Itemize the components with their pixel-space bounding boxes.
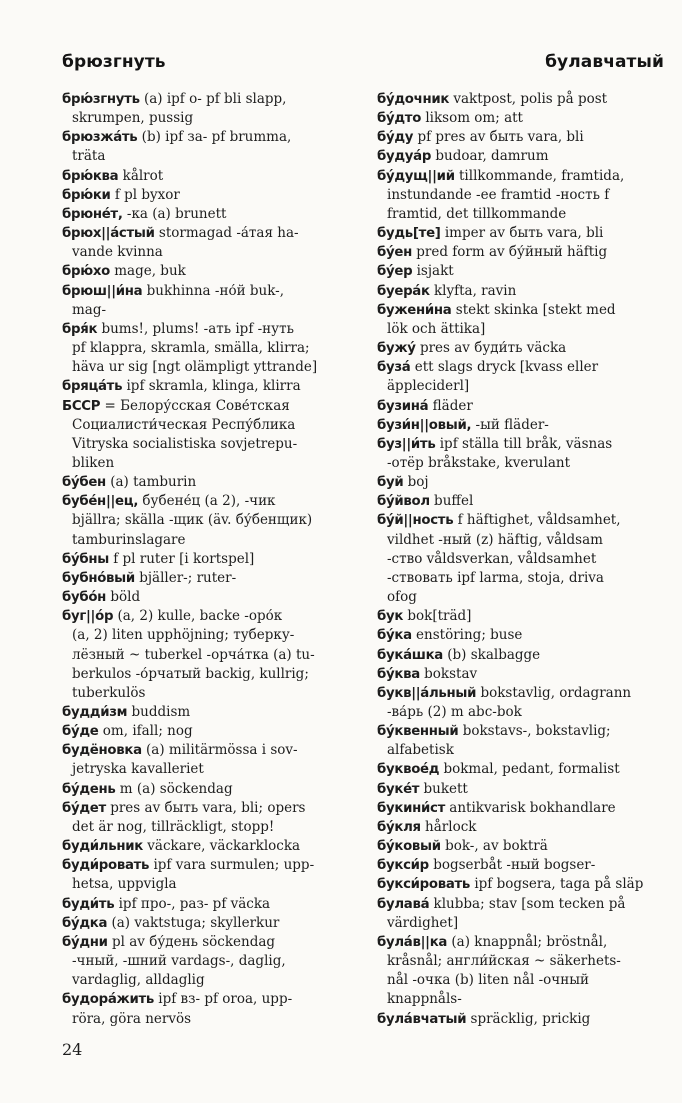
dictionary-entry [62,933,347,990]
dictionary-entry [62,569,347,588]
headword: буз||и́ть [377,436,436,452]
running-header [62,52,664,74]
headword: бужени́на [377,302,452,318]
dictionary-entry [377,282,664,301]
dictionary-entry [377,607,664,626]
entry-continuation: -ство våldsverkan, våldsamhet [387,550,597,567]
entry-line: бу́ка enstöring; buse [377,627,523,644]
headword: буг||о́р [62,609,114,625]
headword: була́в||ка [377,934,448,950]
entry-continuation: mag- [72,301,107,318]
entry-line: була́в||ка (a) knappnål; bröstnål, [377,933,608,950]
entry-continuation: äppleciderl] [387,378,470,395]
dictionary-entry [377,684,664,722]
dictionary-entry [62,128,347,166]
dictionary-entry [62,741,347,779]
entry-line: бу́дущ||ий tillkommande, framtida, [377,167,625,184]
dictionary-entry [377,818,664,837]
headword: бубно́вый [62,570,135,586]
entry-line: букв||а́льный bokstavlig, ordagrann [377,684,632,701]
dictionary-entry [62,550,347,569]
entry-continuation: bliken [72,454,115,471]
entry-line: бу́кля hårlock [377,818,477,835]
entry-line: бу́дет pres av быть vara, bli; opers [62,799,306,816]
headword: будуа́р [377,149,432,165]
entry-continuation: ofog [387,589,417,606]
headword: бу́ка [377,628,412,644]
dictionary-entry [62,895,347,914]
entry-line: брюх||а́стый stormagad -а́тая ha- [62,225,299,242]
headword: бряца́ть [62,379,123,395]
entry-line: бузина́ fläder [377,397,473,414]
entry-continuation: -чный, -шний vardags-, daglig, [72,953,286,970]
right-column [377,90,664,1029]
entry-continuation: (a, 2) liten upphöjning; туберку- [72,627,295,644]
entry-continuation: Социалисти́ческая Респу́блика [72,416,296,433]
guide-word-left: брюзгнуть [62,52,166,72]
entry-line: бу́ен pred form av бу́йный häftig [377,244,608,261]
headword: брюш||и́на [62,283,143,299]
dictionary-entry [377,397,664,416]
guide-word-right: булавчатый [545,52,664,72]
entry-continuation: instundande -ее framtid -ность f [387,186,610,203]
entry-line: буквое́д bokmal, pedant, formalist [377,761,620,778]
headword: буди́ровать [62,858,150,874]
dictionary-entry [377,301,664,339]
entry-continuation: vardaglig, alldaglig [72,972,205,989]
dictionary-entry [377,492,664,511]
headword: буера́к [377,283,430,299]
dictionary-entry [377,875,664,894]
dictionary-entry [62,320,347,377]
entry-line: будуа́р budoar, damrum [377,148,549,165]
entry-line: бу́дни pl av бу́день söckendag [62,933,276,950]
entry-line: брю́хо mage, buk [62,263,186,280]
headword: бу́дни [62,934,108,950]
entry-continuation: häva ur sig [ngt olämpligt yttrande] [72,359,318,376]
headword: брюне́т, [62,206,123,222]
dictionary-entry [377,262,664,281]
headword: булава́ [377,896,430,912]
entry-continuation: knappnåls- [387,991,462,1008]
entry-line: брю́ква kålrot [62,167,164,184]
headword: бу́бны [62,551,109,567]
entry-line: бу́йвол buffel [377,493,474,510]
headword: букини́ст [377,800,445,816]
entry-continuation: tamburinslagare [72,531,186,548]
dictionary-entry [62,914,347,933]
dictionary-entry [62,167,347,186]
headword: буквое́д [377,762,440,778]
headword: бу́дка [62,915,108,931]
dictionary-entry [62,262,347,281]
dictionary-entry [62,837,347,856]
entry-line: буз||и́ть ipf ställa till bråk, väsnas [377,435,613,452]
headword: буди́ть [62,896,115,912]
entry-line: букси́ровать ipf bogsera, taga på släp [377,876,644,893]
entry-line: БССР = Белору́сская Сове́тская [62,397,290,414]
dictionary-entry [377,358,664,396]
entry-line: бряца́ть ipf skramla, klinga, klirra [62,378,301,395]
dictionary-entry [377,837,664,856]
entry-continuation: värdighet] [387,914,459,931]
headword: бу́бен [62,475,106,491]
headword: бу́квенный [377,724,459,740]
dictionary-entry [377,473,664,492]
dictionary-entry [62,588,347,607]
headword: будди́зм [62,705,128,720]
dictionary-entry [62,377,347,396]
entry-continuation: nål -очка (b) liten nål -очный [387,972,589,989]
dictionary-entry [62,473,347,492]
headword: брю́згнуть [62,92,140,107]
headword: букси́р [377,858,429,874]
entry-continuation: -отёр bråkstake, kverulant [387,454,570,471]
dictionary-entry [62,703,347,722]
headword: буза́ [377,360,411,376]
entry-continuation: лёзный ~ tuberkel -орча́тка (a) tu- [72,646,315,663]
entry-continuation: det är nog, tillräckligt, stopp! [72,818,275,835]
entry-line: бука́шка (b) skalbagge [377,646,541,663]
entry-line: бу́ковый bok-, av bokträ [377,838,548,855]
headword: бу́кля [377,819,421,835]
entry-line: буди́льник väckare, väckarklocka [62,838,301,855]
entry-line: бу́ду pf pres av быть vara, bli [377,129,584,146]
entry-continuation: -ствовать ipf larma, stoja, driva [387,569,604,586]
dictionary-entry [62,856,347,894]
headword: бука́шка [377,647,443,663]
headword: будь[те] [377,226,441,242]
headword: бужу́ [377,341,416,357]
entry-line: букини́ст antikvarisk bokhandlare [377,799,616,816]
dictionary-entry [62,492,347,549]
entry-line: букси́р bogserbåt -ный bogser- [377,857,596,874]
headword: буй [377,475,404,491]
entry-line: брюзжа́ть (b) ipf за- pf brumma, [62,129,292,146]
dictionary-entry [377,511,664,607]
headword: букси́ровать [377,877,471,893]
headword: бузина́ [377,398,429,414]
entry-continuation: alfabetisk [387,742,454,759]
entry-continuation: hetsa, uppvigla [72,876,177,893]
headword: бу́йвол [377,494,430,510]
entry-line: була́вчатый spräcklig, prickig [377,1010,591,1027]
headword: будора́жить [62,992,154,1008]
headword: брюх||а́стый [62,226,155,242]
entry-line: бу́квенный bokstavs-, bokstavlig; [377,723,611,740]
entry-continuation: bjällra; skälla -щик (äv. бу́бенщик) [72,512,313,529]
entry-line: буза́ ett slags dryck [kvass eller [377,359,599,376]
entry-continuation: röra, göra nervös [72,1010,192,1027]
headword: бу́дто [377,111,422,127]
headword: бу́ер [377,264,413,280]
headword: бу́ен [377,245,412,261]
entry-line: булава́ klubba; stav [som tecken på [377,895,626,912]
dictionary-entry [377,435,664,473]
headword: бу́ковый [377,839,441,855]
dictionary-entry [377,780,664,799]
entry-line: будёновка (a) militärmössa i sov- [62,742,298,759]
dictionary-entry [377,665,664,684]
dictionary-entry [62,397,347,474]
entry-continuation: berkulos -о́рчатый backig, kullrig; [72,665,309,682]
entry-line: будь[те] imper av быть vara, bli [377,225,604,242]
headword: брю́хо [62,264,110,280]
entry-line: бук bok[träd] [377,608,472,625]
entry-line: бужени́на stekt skinka [stekt med [377,301,616,318]
dictionary-entry [377,799,664,818]
entry-line: бря́к bums!, plums! -ать ipf -нуть [62,320,294,337]
dictionary-entry [62,186,347,205]
headword: бу́дет [62,800,106,816]
entry-line: буди́ть ipf про-, раз- pf väcka [62,895,271,912]
entry-line: брюш||и́на bukhinna -но́й buk-, [62,282,285,299]
headword: бря́к [62,321,98,337]
entry-line: бу́бен (a) tamburin [62,474,197,491]
entry-continuation: framtid, det tillkommande [387,205,567,222]
dictionary-entry [377,416,664,435]
entry-line: буди́ровать ipf vara surmulen; upp- [62,857,315,874]
dictionary-entry [377,1010,664,1029]
headword: брю́ки [62,187,111,203]
entry-line: буй boj [377,474,429,491]
dictionary-entry [377,760,664,779]
entry-line: бу́ер isjakt [377,263,454,280]
headword: бу́де [62,724,99,740]
entry-line: бубно́вый bjäller-; ruter- [62,569,237,586]
entry-line: бу́де om, ifall; nog [62,723,193,740]
entry-continuation: skrumpen, pussig [72,110,194,127]
headword: будёновка [62,743,142,759]
entry-continuation: kråsnål; англи́йская ~ säkerhets- [387,953,621,970]
entry-continuation: lök och ättika] [387,320,486,337]
dictionary-entry [377,167,664,224]
dictionary-entry [377,147,664,166]
headword: буке́т [377,781,420,797]
entry-line: бу́дто liksom om; att [377,110,523,127]
entry-continuation: jetryska kavalleriet [72,761,204,778]
headword: БССР [62,398,101,414]
entry-continuation: vande kvinna [72,244,163,261]
headword: бу́ква [377,666,420,682]
dictionary-entry [62,780,347,799]
dictionary-entry [377,90,664,109]
entry-line: буера́к klyfta, ravin [377,282,517,299]
entry-line: будди́зм buddism [62,704,191,720]
entry-continuation: pf klappra, skramla, smälla, klirra; [72,340,310,357]
entry-continuation: -ва́рь (2) m abc-bok [387,704,522,720]
headword: буди́льник [62,839,143,855]
dictionary-entry [62,607,347,703]
headword: бу́ду [377,130,414,146]
headword: бубо́н [62,590,107,606]
entry-line: брю́згнуть (a) ipf о- pf bli slapp, [62,91,287,107]
headword: бу́день [62,781,116,797]
entry-line: брю́ки f pl byxor [62,186,180,203]
headword: бу́дочник [377,92,450,107]
entry-continuation: träta [72,148,106,165]
dictionary-entry [377,933,664,1010]
dictionary-entry [377,243,664,262]
entry-line: буке́т bukett [377,780,468,797]
entry-line: брюне́т, -ка (a) brunett [62,205,227,222]
headword: бук [377,609,404,625]
headword: букв||а́льный [377,685,477,701]
entry-line: бу́бны f pl ruter [i kortspel] [62,550,255,567]
dictionary-entry [377,856,664,875]
entry-line: бу́й||ность f häftighet, våldsamhet, [377,512,621,529]
dictionary-entry [377,109,664,128]
entry-line: бу́дочник vaktpost, polis på post [377,91,608,107]
dictionary-entry [377,895,664,933]
dictionary-entry [62,799,347,837]
dictionary-entry [377,224,664,243]
dictionary-entry [377,626,664,645]
dictionary-entry [377,722,664,760]
dictionary-entry [377,339,664,358]
entry-line: буг||о́р (a, 2) kulle, backe -оро́к [62,608,283,625]
headword: бу́дущ||ий [377,168,455,184]
entry-line: будора́жить ipf вз- pf oroa, upp- [62,991,293,1008]
dictionary-entry [377,646,664,665]
entry-line: бузи́н||овый, -ый fläder- [377,416,549,433]
dictionary-entry [62,90,347,128]
entry-line: бу́дка (a) vaktstuga; skyllerkur [62,914,280,931]
dictionary-entry [62,722,347,741]
entry-continuation: vildhet -ный (z) häftig, våldsam [387,531,603,548]
entry-line: бубе́н||ец, бубене́ц (a 2), -чик [62,493,276,510]
dictionary-entry [62,205,347,224]
headword: брюзжа́ть [62,130,138,146]
dictionary-entry [377,128,664,147]
page-number: 24 [62,1040,83,1059]
headword: бубе́н||ец, [62,494,139,510]
dictionary-entry [62,224,347,262]
entry-continuation: Vitryska socialistiska sovjetrepu- [72,435,298,452]
left-column [62,90,347,1029]
dictionary-entry [62,282,347,320]
dictionary-entry [62,990,347,1028]
headword: була́вчатый [377,1011,467,1027]
entry-line: бу́ква bokstav [377,665,478,682]
headword: бу́й||ность [377,513,454,529]
headword: брю́ква [62,168,119,184]
entry-line: бужу́ pres av буди́ть väcka [377,340,567,357]
entry-continuation: tuberkulös [72,684,146,701]
entry-line: бу́день m (a) söckendag [62,780,233,797]
headword: бузи́н||овый, [377,417,472,433]
entry-line: бубо́н böld [62,589,141,606]
